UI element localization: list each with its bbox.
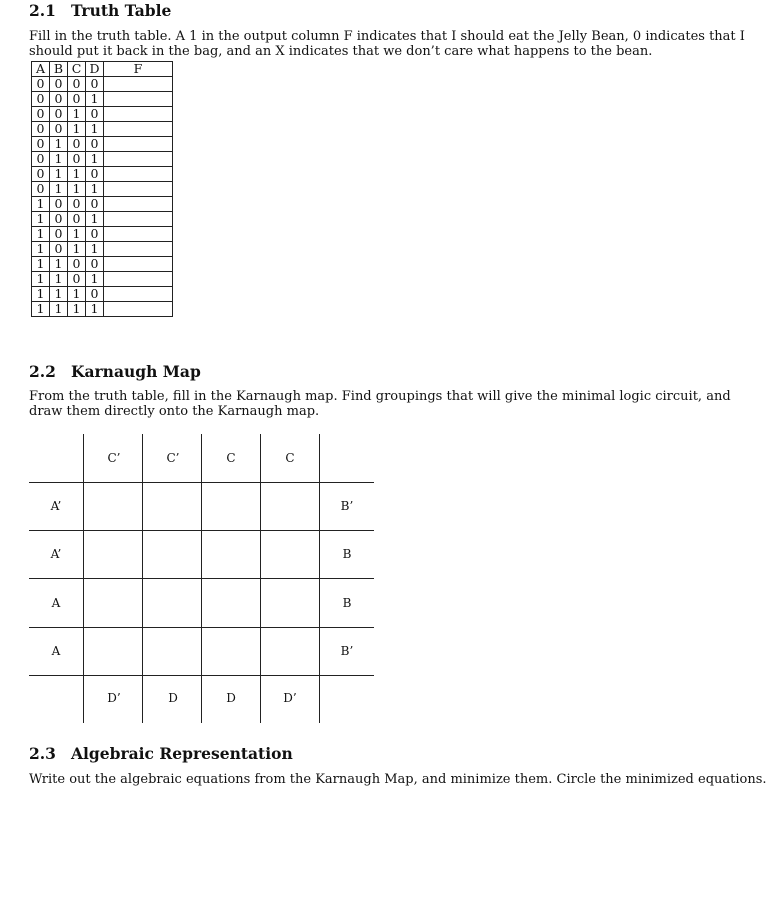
output-cell-f[interactable] bbox=[104, 212, 173, 227]
kmap-right-label: B bbox=[342, 547, 352, 561]
kmap-right-label: B bbox=[342, 596, 352, 610]
kmap-hline bbox=[29, 578, 374, 579]
truth-table-instructions: Fill in the truth table. A 1 in the output column F indicates that I should eat the Jelly Bean, 0 indicates that I should put it back in the bag, and an X indicates that we don’t care what happens to the bean. bbox=[29, 29, 745, 59]
output-cell-f[interactable] bbox=[104, 287, 173, 302]
truth-table-row bbox=[32, 137, 173, 152]
section-number: 2.2 bbox=[29, 362, 56, 381]
section-title: Karnaugh Map bbox=[71, 362, 201, 381]
truth-table-cell: 1 bbox=[50, 302, 68, 317]
truth-table-cell: 0 bbox=[32, 77, 50, 92]
truth-table-cell: 1 bbox=[50, 287, 68, 302]
truth-table-cell: 1 bbox=[68, 107, 86, 122]
truth-table-cell: 0 bbox=[32, 167, 50, 182]
truth-table-cell: 0 bbox=[86, 287, 104, 302]
truth-table-cell: 0 bbox=[86, 167, 104, 182]
truth-table-cell: 1 bbox=[50, 272, 68, 287]
kmap-hline bbox=[29, 627, 374, 628]
truth-table-cell: 0 bbox=[32, 122, 50, 137]
truth-table-row bbox=[32, 152, 173, 167]
kmap-right-label: B’ bbox=[340, 499, 354, 513]
kmap-left-label: A’ bbox=[50, 547, 62, 561]
truth-table-cell: 1 bbox=[32, 302, 50, 317]
header-f: F bbox=[104, 62, 173, 77]
kmap-left-label: A’ bbox=[50, 499, 62, 513]
truth-table-cell: 1 bbox=[50, 137, 68, 152]
truth-table-row bbox=[32, 167, 173, 182]
truth-table-row bbox=[32, 242, 173, 257]
kmap-bottom-label: D’ bbox=[107, 691, 121, 705]
truth-table-cell: 0 bbox=[86, 257, 104, 272]
output-cell-f[interactable] bbox=[104, 107, 173, 122]
truth-table-cell: 1 bbox=[50, 182, 68, 197]
kmap-right-label: B’ bbox=[340, 644, 354, 658]
truth-table-cell: 0 bbox=[86, 77, 104, 92]
truth-table-cell: 1 bbox=[32, 242, 50, 257]
truth-table-cell: 1 bbox=[50, 167, 68, 182]
truth-table-cell: 0 bbox=[68, 152, 86, 167]
truth-table-cell: 0 bbox=[68, 92, 86, 107]
truth-table-row bbox=[32, 77, 173, 92]
section-heading-karnaugh-map bbox=[29, 362, 201, 381]
truth-table-cell: 1 bbox=[86, 302, 104, 317]
truth-table-cell: 1 bbox=[50, 152, 68, 167]
output-cell-f[interactable] bbox=[104, 137, 173, 152]
truth-table-cell: 1 bbox=[32, 212, 50, 227]
truth-table bbox=[31, 61, 173, 317]
truth-table-cell: 1 bbox=[86, 182, 104, 197]
kmap-top-label: C bbox=[285, 451, 295, 465]
truth-table-cell: 1 bbox=[32, 287, 50, 302]
section-heading-algebraic bbox=[29, 744, 293, 763]
kmap-top-label: C’ bbox=[166, 451, 180, 465]
truth-table-cell: 1 bbox=[68, 182, 86, 197]
header-c: C bbox=[68, 62, 86, 77]
output-cell-f[interactable] bbox=[104, 152, 173, 167]
kmap-vline bbox=[260, 434, 261, 723]
section-number: 2.1 bbox=[29, 1, 56, 20]
output-cell-f[interactable] bbox=[104, 197, 173, 212]
output-cell-f[interactable] bbox=[104, 227, 173, 242]
truth-table-cell: 1 bbox=[86, 212, 104, 227]
truth-table-cell: 0 bbox=[50, 77, 68, 92]
truth-table-cell: 0 bbox=[50, 242, 68, 257]
truth-table-cell: 1 bbox=[68, 167, 86, 182]
truth-table-row bbox=[32, 182, 173, 197]
kmap-bottom-label: D’ bbox=[283, 691, 297, 705]
output-cell-f[interactable] bbox=[104, 302, 173, 317]
kmap-vline bbox=[83, 434, 84, 723]
truth-table-cell: 0 bbox=[50, 212, 68, 227]
algebraic-instructions: Write out the algebraic equations from the Karnaugh Map, and minimize them. Circle the minimized equations. bbox=[29, 772, 767, 787]
truth-table-cell: 1 bbox=[32, 227, 50, 242]
section-title: Truth Table bbox=[71, 1, 172, 20]
truth-table-cell: 0 bbox=[68, 137, 86, 152]
truth-table-row bbox=[32, 92, 173, 107]
kmap-left-label: A bbox=[51, 644, 61, 658]
truth-table-row bbox=[32, 122, 173, 137]
header-a: A bbox=[32, 62, 50, 77]
truth-table-cell: 0 bbox=[32, 152, 50, 167]
truth-table-cell: 1 bbox=[86, 92, 104, 107]
truth-table-header-row bbox=[32, 62, 173, 77]
truth-table-cell: 1 bbox=[32, 257, 50, 272]
truth-table-cell: 1 bbox=[32, 197, 50, 212]
truth-table-cell: 1 bbox=[68, 242, 86, 257]
kmap-vline bbox=[201, 434, 202, 723]
truth-table-cell: 0 bbox=[32, 92, 50, 107]
truth-table-row bbox=[32, 107, 173, 122]
truth-table-cell: 0 bbox=[32, 137, 50, 152]
truth-table-cell: 1 bbox=[50, 257, 68, 272]
output-cell-f[interactable] bbox=[104, 242, 173, 257]
truth-table-container bbox=[31, 61, 173, 317]
truth-table-cell: 1 bbox=[68, 227, 86, 242]
truth-table-cell: 0 bbox=[68, 257, 86, 272]
truth-table-cell: 1 bbox=[86, 242, 104, 257]
truth-table-cell: 0 bbox=[68, 272, 86, 287]
truth-table-row bbox=[32, 257, 173, 272]
truth-table-cell: 1 bbox=[86, 272, 104, 287]
kmap-bottom-label: D bbox=[168, 691, 178, 705]
truth-table-cell: 0 bbox=[50, 107, 68, 122]
output-cell-f[interactable] bbox=[104, 257, 173, 272]
kmap-top-label: C’ bbox=[107, 451, 121, 465]
output-cell-f[interactable] bbox=[104, 77, 173, 92]
output-cell-f[interactable] bbox=[104, 122, 173, 137]
kmap-vline bbox=[319, 434, 320, 723]
output-cell-f[interactable] bbox=[104, 182, 173, 197]
truth-table-cell: 1 bbox=[68, 302, 86, 317]
truth-table-cell: 1 bbox=[68, 122, 86, 137]
truth-table-cell: 0 bbox=[50, 227, 68, 242]
kmap-top-label: C bbox=[226, 451, 236, 465]
output-cell-f[interactable] bbox=[104, 92, 173, 107]
truth-table-cell: 1 bbox=[68, 287, 86, 302]
truth-table-cell: 0 bbox=[68, 212, 86, 227]
truth-table-cell: 0 bbox=[50, 92, 68, 107]
output-cell-f[interactable] bbox=[104, 272, 173, 287]
truth-table-cell: 0 bbox=[50, 122, 68, 137]
truth-table-row bbox=[32, 212, 173, 227]
truth-table-row bbox=[32, 302, 173, 317]
truth-table-row bbox=[32, 272, 173, 287]
truth-table-cell: 1 bbox=[86, 122, 104, 137]
truth-table-cell: 1 bbox=[32, 272, 50, 287]
truth-table-cell: 0 bbox=[68, 77, 86, 92]
kmap-left-label: A bbox=[51, 596, 61, 610]
truth-table-row bbox=[32, 227, 173, 242]
section-title: Algebraic Representation bbox=[71, 744, 293, 763]
truth-table-cell: 0 bbox=[86, 137, 104, 152]
truth-table-cell: 0 bbox=[86, 197, 104, 212]
output-cell-f[interactable] bbox=[104, 167, 173, 182]
header-d: D bbox=[86, 62, 104, 77]
truth-table-cell: 0 bbox=[50, 197, 68, 212]
kmap-hline bbox=[29, 675, 374, 676]
header-b: B bbox=[50, 62, 68, 77]
truth-table-cell: 1 bbox=[86, 152, 104, 167]
section-number: 2.3 bbox=[29, 744, 56, 763]
truth-table-cell: 0 bbox=[32, 182, 50, 197]
truth-table-row bbox=[32, 287, 173, 302]
truth-table-cell: 0 bbox=[32, 107, 50, 122]
kmap-bottom-label: D bbox=[226, 691, 236, 705]
truth-table-cell: 0 bbox=[86, 227, 104, 242]
truth-table-cell: 0 bbox=[86, 107, 104, 122]
karnaugh-instructions: From the truth table, fill in the Karnaugh map. Find groupings that will give the minimal logic circuit, and draw them directly onto the Karnaugh map. bbox=[29, 389, 731, 419]
kmap-hline bbox=[29, 530, 374, 531]
truth-table-cell: 0 bbox=[68, 197, 86, 212]
truth-table-row bbox=[32, 197, 173, 212]
section-heading-truth-table bbox=[29, 1, 171, 20]
kmap-vline bbox=[142, 434, 143, 723]
kmap-hline bbox=[29, 482, 374, 483]
